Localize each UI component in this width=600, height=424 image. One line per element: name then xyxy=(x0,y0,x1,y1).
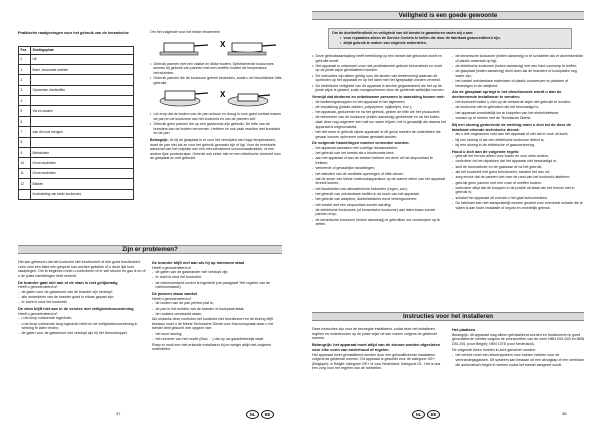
list-item: - het afsluiten van de ventilatie-openingen of hitte-afvoer; xyxy=(312,172,446,177)
table-row xyxy=(19,96,134,106)
list-item: - als het kookveld niet goed functioneert, schakel het dan uit; xyxy=(452,170,586,175)
problems-title: Zijn er problemen? xyxy=(122,245,178,253)
table-cell-position: 9 xyxy=(19,148,31,158)
left-col-3 xyxy=(18,260,146,337)
problem-sub-4: Heeft u gecontroleerd of: xyxy=(152,296,192,301)
placing-heading: Het plaatsen xyxy=(452,327,476,332)
table-row xyxy=(19,179,134,189)
list-item: - het gebruik van adapters, dubbelstekkers en/of verlengsnoeren; xyxy=(312,197,446,202)
list-item: - het toestel met een stopcontact zonder aarding; xyxy=(312,203,446,208)
install-title: Instructies voor het installeren xyxy=(402,312,494,320)
install-important: Belangrijk: het apparaat moet altijd van de stroom worden afgesloten voor elke vorm van onderhoud of regelen. xyxy=(312,341,440,352)
table-cell-label: Vla en sausen xyxy=(31,106,134,116)
table-cell-label xyxy=(31,137,134,147)
belangrijk-label: Belangrijk: xyxy=(150,137,169,142)
list-item: • Deze gebruiksaanwijzing heeft betrekking op een toestel dat gebouwd wordt en gebruikt wordt. xyxy=(312,54,446,63)
belangrijk-paragraph xyxy=(150,138,282,161)
left-col-1 xyxy=(18,30,134,200)
list-item: • De elektrische veiligheid van dit apparaat is slechts gegarandeerd als het op de juiste wijze is geaard, zoals voorgeschreven door de geldende wettelijke normen. xyxy=(312,84,446,93)
list-item: • Gebruik pannen die de kookzone geheel bedekken, zodat u de beschikbare hitte gebruikt. xyxy=(150,76,282,85)
list-item: - het vertrek moet een afvoersysteem voor luchten hebben voor de verbrandingsgassen. Dit systeem kan bestaan uit een afzuigkap of een ventilator die automatisch begint te werken zodra het toestel aangezet wordt. xyxy=(452,353,586,367)
table-cell-label: Opwarmen vloeistoffen xyxy=(31,85,134,95)
pan-off-zone-icon xyxy=(218,87,278,109)
safety-list-1 xyxy=(312,54,446,93)
problem-sub-3: Heeft u gecontroleerd of: xyxy=(152,265,192,270)
page-number-right: 38 xyxy=(562,410,567,416)
table-cell-position xyxy=(19,189,31,199)
nl-logo: NL xyxy=(412,410,425,419)
list-item: - u de knop voldoende lang ingedrukt hebt om de veiligheidsvoorziening in werking te laten treden; xyxy=(18,322,146,331)
table-row xyxy=(19,106,134,116)
list-item: - gebruik het fornuis alleen voor koken en voor niets anders; xyxy=(452,154,586,159)
safety-heading-3: Als de glasplaat springt in het dieselbezoek wordt u dan de deelnemende installateur te wenden: xyxy=(452,89,562,100)
country-logos-right xyxy=(412,410,440,419)
list-item: - de keramische kookzone (indien aanwezig) in te schakelen als er aluminiumfolie of plastic materiaal op ligt; xyxy=(452,54,586,63)
placing-requirements: De volgende eisen moeten in acht genomen worden: xyxy=(452,347,537,352)
list-item: - de gaten van de gasbrander niet verstopt zijn; xyxy=(152,270,282,275)
table-cell-label: Groot stoofvlees xyxy=(31,158,134,168)
safety-heading-5: Houd u zich aan de volgende regels: xyxy=(452,148,520,154)
list-item: - de glasplaat (indien aanwezig) dicht doen als de branders of kookplaten nog warm zijn; xyxy=(452,69,586,78)
safety-warning-box xyxy=(328,28,572,49)
list-item: - de elektrische kookzone (indien aanwezig) met een hard voorwerp te treffen; xyxy=(452,64,586,69)
pan-wrong-icon xyxy=(218,37,278,59)
list-item: - schakel het apparaat uit voordat u het gaat schoonmaken. xyxy=(452,196,586,201)
list-item: - de gaten voor de gasstroom van de brander zijn verstopt; xyxy=(18,290,146,295)
safety-heading-2: De volgende handelingen moeten vermeden worden: xyxy=(312,140,410,146)
table-header-row xyxy=(19,47,134,54)
problem-sub-2: Heeft u gecontroleerd of: xyxy=(18,311,58,316)
svg-text:X: X xyxy=(219,39,225,49)
table-row xyxy=(19,127,134,137)
right-col-3 xyxy=(312,327,446,372)
list-item: • Het apparaat is ontworpen voor niet-professioneel gebruik binnenshuis en moet op de juiste wijze geïnstalleerd worden. xyxy=(312,64,446,73)
table-cell-label: Biefstukken xyxy=(31,148,134,158)
install-banner xyxy=(312,312,584,321)
page-right xyxy=(300,0,600,424)
list-item: - de roosters verwisseld staan. xyxy=(152,312,282,317)
table-row xyxy=(19,137,134,147)
list-item: - de bodem van de pan perfect plat is; xyxy=(152,301,282,306)
list-item: - de pan in het midden van de brander of kookplaat staat; xyxy=(152,307,282,312)
list-item: - zorg ervoor dat de pannen niet over de rand van het kookveld uitsteken; xyxy=(452,175,586,180)
list-item: - gebruik geen pannen met een ruwe of oneffen bodem. xyxy=(452,181,586,186)
right-col-2 xyxy=(452,54,586,211)
problem-list-2 xyxy=(18,316,146,336)
list-item: - controleer altijd dat de knoppen in de positie uit staan als het fornuis niet in gebruik is; xyxy=(452,186,586,195)
list-item: - het apparaat onmiddellijk los te koppelen van het elektriciteitsnet; xyxy=(452,111,586,116)
list-item: - de keramische kookzone (indien aanwezig) te gebruiken om voorwerpen op te zetten. xyxy=(312,218,446,227)
list-item: - het kookveld indien u zich op de verkeerde wijze niet gebruikt te worden; xyxy=(452,100,586,105)
list-item: - er tocht is rond het kookveld. xyxy=(18,300,146,305)
list-item: - controleer na het uitpakken dat het apparaat niet beschadigd is; xyxy=(452,159,586,164)
table-row xyxy=(19,148,134,158)
table-row xyxy=(19,54,134,64)
list-item: • altijd gebruik te maken van originele onderdelen. xyxy=(340,41,568,46)
table-cell-position: 11 xyxy=(19,168,31,178)
list-item: - dat de snoer van kleine huishoudapparatuur op de warme delen van het apparaat terecht komen; xyxy=(312,177,446,186)
safety-list-3 xyxy=(312,146,446,227)
list-item: - het apparaat aanraken met vochtige lichaamsdelen; xyxy=(312,146,446,151)
safety-heading-1: Vermijd dat kinderen en onbekwame personen in aanraking komen met: xyxy=(312,94,445,99)
table-row xyxy=(19,75,134,85)
list-item: • Gebruik geen pannen die op een gasfornuis zijn gebruikt. De hitte van de branders kan de bodem vervormen. Hebben ze ook vaak reacties met kunststof en de pan. xyxy=(150,122,282,136)
safety-list-5 xyxy=(452,100,586,120)
table-cell-label: Uit xyxy=(31,54,134,64)
table-cell-label: Aan de kook brengen xyxy=(31,127,134,137)
list-item: - de elektrische kookzones (of keramische kookzone) aan laten staan zonder pannen erop; xyxy=(312,208,446,217)
list-item: - het apparaat, gedurende en na het gebruik, gezien de hitte die het produceert; xyxy=(312,110,446,115)
pan-bullets-1 xyxy=(150,62,282,86)
install-category: Het apparaat moet geïnstalleerd worden door een gekwalificeerde installateur volgens de geldende normen. Dit apparaat is geschikt voor de categorie I2E+ (Belgique); in België: kategorie I2E+ of voor Nederland: Kategorie I2L. Het is dus een zorg voor het regelen van de toestellen. xyxy=(312,352,441,371)
pan-illustrations xyxy=(150,37,282,59)
table-row xyxy=(19,116,134,126)
table-cell-position: 4 xyxy=(19,96,31,106)
list-item: - als u iets ongewoons ruikt aan het apparaat of ziet dat er rook uit komt; xyxy=(452,132,586,137)
safety-list-7 xyxy=(452,154,586,210)
pan-on-zone-icon xyxy=(150,87,210,109)
nl-logo: NL xyxy=(246,410,259,419)
pan-intro: Om het volgende voor het beste rendement: xyxy=(150,30,221,34)
table-cell-position: 7 xyxy=(19,127,31,137)
be-logo: BE xyxy=(427,410,440,419)
list-item: - bij een storing in de elektrische of gasvoorziening. xyxy=(452,143,586,148)
list-item: - alle onderdelen van de brander goed in elkaar gepast zijn; xyxy=(18,295,146,300)
list-item: - de minimumstand correct is ingesteld (zie paragraaf 'Het regelen van de minimumstand'). xyxy=(152,281,282,290)
heat-position-table xyxy=(18,46,134,200)
table-header-cell: Stralingsplaat xyxy=(31,47,134,54)
list-item: • Let erop dat de bodem van de pan schoon en droog is voor goed contact tussen de pan en de kookzone van het kookveld en van de pannen zelf. xyxy=(150,112,282,121)
list-item: - het soort storing; xyxy=(152,332,282,337)
belangrijk-text: Je bij de glasplaat is er voor het vermijden van hoge temperaturen, moet de pan niet als ze voor het gebruik gemaakt zijn of ligt. Voor de eventuele aanschaf van het hotplate ook een niet-schokkend schoonmaakmiddel, of een andere fijne puntschraper. Gebruik ook zeker niet en een elektrische vloeistof voor de glasplaat en niet gebruikt. xyxy=(150,137,281,161)
safety-banner xyxy=(312,11,584,20)
safety-heading-4: Bij een storing gedurende de werking moet u zich tot de door de fabrikant erkende technische dienst: xyxy=(452,121,571,132)
safety-warning-list xyxy=(340,36,568,46)
problem-heading-2: De vlam blijft niet aan in de versies met veiligheidsvoorziening xyxy=(18,306,134,312)
right-col-4 xyxy=(452,327,586,368)
table-cell-position: 8 xyxy=(19,137,31,147)
table-cell-position: 2 xyxy=(19,75,31,85)
list-item: - bij een storing of als een elektrische kookzone defect is; xyxy=(452,138,586,143)
list-item: - het nummer van het model (Mod. ...) dat op uw garantiebewijs staat. xyxy=(152,337,282,342)
left-col-4 xyxy=(152,260,282,353)
pan-bullets-2 xyxy=(150,112,282,136)
table-cell-position: 1 xyxy=(19,64,31,74)
safety-warning-line: Om de doeltreffendheid en veiligheid van dit toestel te garanderen raden wij u aan: xyxy=(332,31,474,35)
table-title: Praktische raadgevingen voor het gebruik van de keramische xyxy=(18,31,129,36)
safety-list-4 xyxy=(452,54,586,88)
list-item: - de kookzone niet te gebruiken als het beschadigd is; xyxy=(452,105,586,110)
table-row xyxy=(19,168,134,178)
list-item: - contact op te nemen met de Technische Dienst. xyxy=(452,116,586,121)
table-cell-position: 0 xyxy=(19,54,31,64)
placing-list xyxy=(452,353,586,367)
list-item: - aan het apparaat of aan de stekker trekken om deze uit het stopcontact te trekken; xyxy=(312,156,446,165)
problem-list-1 xyxy=(18,290,146,305)
table-cell-label: Inschakeling van beide kookzones xyxy=(31,189,134,199)
table-cell-position: 6 xyxy=(19,116,31,126)
placing-text: Belangrijk: dit apparaat mag alleen geïnstalleerd worden en functioneren in goed geventileerde ruimtes volgens de voorschriften van de norm NBN D51-003 en NBN D51-001 (voor België); NEN 1078 (voor Nederland). xyxy=(452,332,585,346)
parts-warning: Roep er nooit een niet-erkende installateur bij en weiger altijd niet-originele onderdelen. xyxy=(152,342,272,352)
problems-banner xyxy=(18,245,282,254)
list-item: - sluit de stoomafvoer en de gaskraan af na het gebruik; xyxy=(452,165,586,170)
list-item: • voor reparaties alleen de Service Centers te bellen die door de fabrikant geaccrediteerd zijn. xyxy=(340,36,568,41)
list-item: - de bedieningsknoppen en het apparaat in het algemeen; xyxy=(312,100,446,105)
country-logos-left xyxy=(246,410,274,419)
install-intro: Deze instructies zijn voor de bevoegde installateur, zodat deze het installeren, regelen en onderhouden op de juiste wijze uit kan voeren volgens de geldende normen. xyxy=(312,327,438,341)
list-item: - het gebruik van ontvlambare stoffen in de buurt van het apparaat; xyxy=(312,192,446,197)
list-item: - de elementen van de kookzone (indien aanwezig) gedurende en na het koken, daar deze nog ongeveer een half uur warm blijven; het is gevaarlijk als daarna het apparaat is uitgeschakeld. xyxy=(312,115,446,129)
table-cell-label xyxy=(31,75,134,85)
table-row xyxy=(19,64,134,74)
table-cell-label: Bakken xyxy=(31,179,134,189)
list-item: • Gebruik pannen met een vlakke en dikke bodem. Ophelderende kookzones kunnen bij gebruik van pannen met een oneffen bodem de temperatuur beïnvloeden. xyxy=(150,62,282,76)
pan-correct-icon xyxy=(150,37,210,59)
table-cell-label: Groot stoofvlees xyxy=(31,168,134,178)
problem-heading-3: De brander blijft niet aan als hij op minimum staat xyxy=(152,260,245,265)
table-cell-label xyxy=(31,116,134,126)
page-number-left: 37 xyxy=(116,410,121,416)
list-item: - De fabrikant kan niet aansprakelijk worden gesteld voor eventuele schade die te wijten is aan foute installatie of onjuist en onredelijk gebruik. xyxy=(452,201,586,210)
table-cell-position: 5 xyxy=(19,106,31,116)
problem-sub-1: Heeft u gecontroleerd of: xyxy=(18,285,58,290)
table-row xyxy=(19,85,134,95)
service-paragraph: Als ondanks deze controles het kookveld niet functioneert en de storing blijft bestaan moet u de Meest Technische Dienst voor Kasvoorspraak waar u het toestel hebt gekocht met opgave van: xyxy=(152,317,274,331)
problems-intro: Het kan gebeuren dat het kookveld niet functioneert of niet goed functioneert. Lees vóór een klant een gesprek kan worden gekeken of u deze lijst kunt raadplegen. Om te beginnen moet u controleren of er wel stroom en gas is en of u de juiste handelingen hebt verricht. xyxy=(18,260,146,278)
list-item: - het gebruik van het toestel als u blootsvoets bent; xyxy=(312,151,446,156)
list-item: - het toestel ontvlambare materialen of plastic voorwerpen te plaatsen of bevestigen in de nabijheid. xyxy=(452,79,586,88)
problem-list-3 xyxy=(152,270,282,290)
table-cell-position: 12 xyxy=(19,179,31,189)
pan-illustrations-2 xyxy=(150,87,282,109)
table-header-cell: Pos xyxy=(19,47,31,54)
problem-heading-1: De brander gaat niet aan of de vlam is niet gelijkmatig xyxy=(18,279,118,285)
list-item: - de gaten voor de gasstroom niet verstopt zijn bij het thermokoppel. xyxy=(18,331,146,336)
list-item: • De instructies zijn alleen geldig voor die landen van bestemming waarvan de symbolen op het apparaat en op het label met het typeplaatje worden vermeld. xyxy=(312,74,446,83)
safety-list-2 xyxy=(312,100,446,140)
be-logo: BE xyxy=(261,410,274,419)
right-col-1 xyxy=(312,54,446,228)
svg-text:X: X xyxy=(219,90,225,100)
list-item: - het blootstellen van atmosferische invloeden (regen, zon); xyxy=(312,187,446,192)
table-row xyxy=(19,158,134,168)
service-list xyxy=(152,332,282,342)
table-cell-label: Boter, chocolade smelten xyxy=(31,64,134,74)
table-row xyxy=(19,189,134,199)
table-cell-label xyxy=(31,96,134,106)
list-item: - verkeerde of gevaarlijke handelingen; xyxy=(312,166,446,171)
safety-title: Veiligheid is een goede gewoonte xyxy=(398,11,498,19)
table-cell-position: 3 xyxy=(19,85,31,95)
left-col-2 xyxy=(150,30,282,162)
problem-heading-4: De pannen staan wankel xyxy=(152,291,198,297)
list-item: - er tocht is rond het kookveld; xyxy=(152,275,282,280)
safety-list-6 xyxy=(452,132,586,147)
list-item: - de verpakking (plastic zakken, polystyreen, spijkertjes, enz.); xyxy=(312,105,446,110)
problem-list-4 xyxy=(152,301,282,316)
table-cell-position: 10 xyxy=(19,158,31,168)
list-item: - het niet meer in gebruik zijnde apparaat: in dit geval moeten de onderdelen die gevaar kunnen opleveren onklaar gemaakt worden. xyxy=(312,130,446,139)
list-item: - u de knop voldoende ingedrukt; xyxy=(18,316,146,321)
